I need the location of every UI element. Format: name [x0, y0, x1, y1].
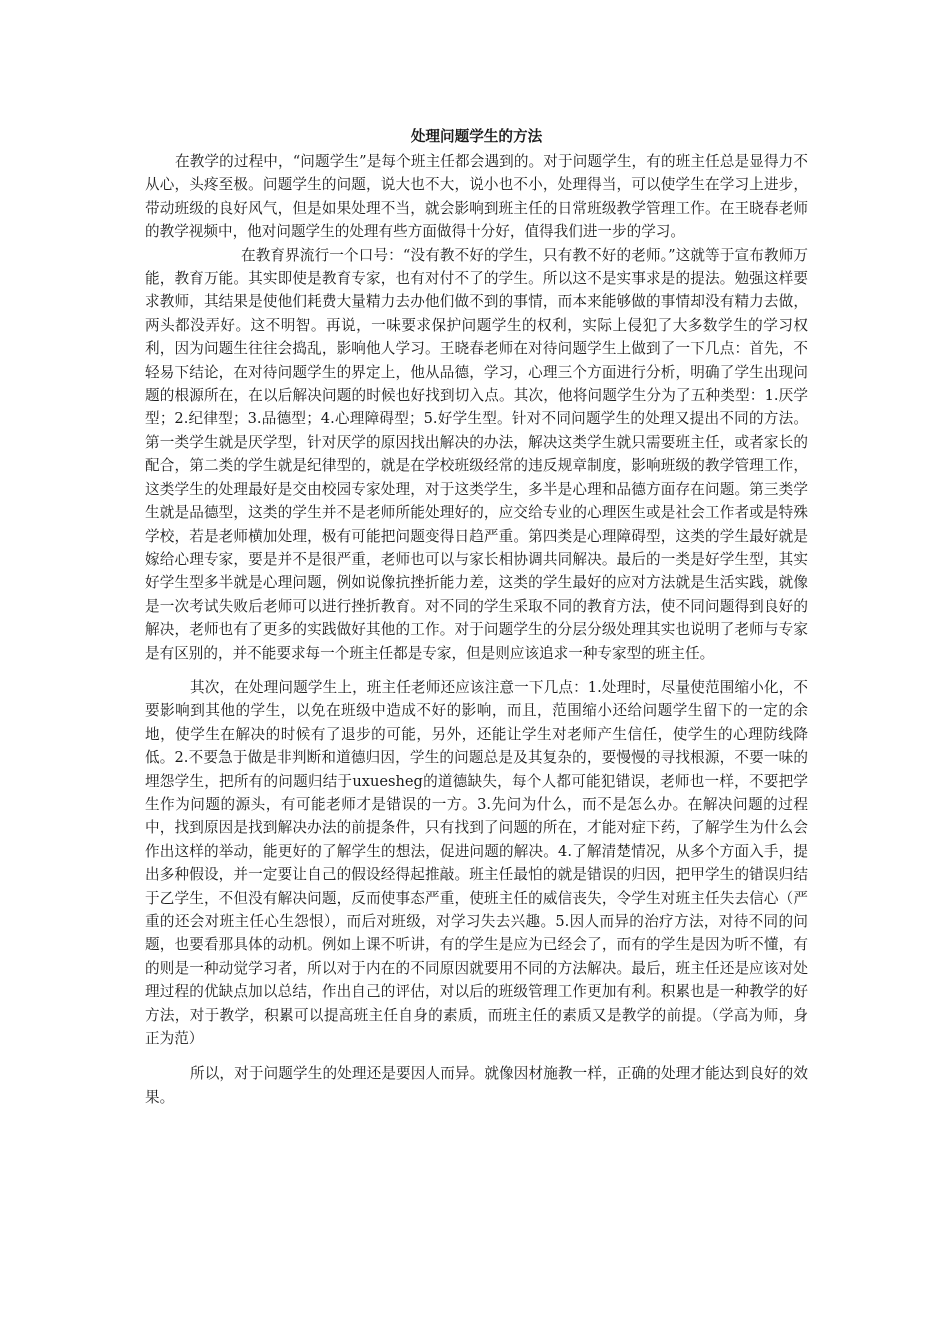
- document-title: 处理问题学生的方法: [410, 128, 543, 145]
- document-page: [145, 125, 808, 1109]
- paragraph-intro: 在教学的过程中，“问题学生”是每个班主任都会遇到的。对于问题学生，有的班主任总是显得力不从心，头疼至极。问题学生的问题，说大也不大，说小也不小，处理得当，可以使学生在学习上进步，带动班级的良好风气，但是如果处理不当，就会影响到班主任的日常班级教学管理工作。在王晓春老师的教学视频中，他对问题学生的处理有些方面做得十分好，值得我们进一步的学习。: [145, 153, 808, 241]
- paragraph-tips: 其次，在处理问题学生上，班主任老师还应该注意一下几点：1.处理时，尽量使范围缩小化，不要影响到其他的学生，以免在班级中造成不好的影响，而且，范围缩小还给问题学生留下的一定的余地，使学生在解决的时候有了退步的可能，另外，还能让学生对老师产生信任，使学生的心理防线降低。2.不要急于做是非判断和道德归因，学生的问题总是及其复杂的，要慢慢的寻找根源，不要一味的埋怨学生，把所有的问题归结于uxuesheg的道德缺失，每个人都可能犯错误，老师也一样，不要把学生作为问题的源头，有可能老师才是错误的一方。3.先问为什么，而不是怎么办。在解决问题的过程中，找到原因是找到解决办法的前提条件，只有找到了问题的所在，才能对症下药，了解学生为什么会作出这样的举动，能更好的了解学生的想法，促进问题的解决。4.了解清楚情况，从多个方面入手，提出多种假设，并一定要让自己的假设经得起推敲。班主任最怕的就是错误的归因，把甲学生的错误归结于乙学生，不但没有解决问题，反而使事态严重，使班主任的威信丧失，令学生对班主任失去信心（严重的还会对班主任心生怨恨），而后对班级，对学习失去兴趣。5.因人而异的治疗方法，对待不同的问题，也要看那具体的动机。例如上课不听讲，有的学生是应为已经会了，而有的学生是因为听不懂，有的则是一种动觉学习者，所以对于内在的不同原因就要用不同的方法解决。最后，班主任还是应该对处理过程的优缺点加以总结，作出自己的评估，对以后的班级管理工作更加有利。积累也是一种教学的好方法，对于教学，积累可以提高班主任自身的素质，而班主任的素质又是教学的前提。（学高为师，身正为范）: [145, 678, 808, 1048]
- paragraph-conclusion: 所以，对于问题学生的处理还是要因人而异。就像因材施教一样，正确的处理才能达到良好的效果。: [145, 1065, 808, 1106]
- paragraph-slogan: 在教育界流行一个口号：“没有教不好的学生，只有教不好的老师。”这就等于宣布教师万能，教育万能。其实即使是教育专家，也有对付不了的学生。所以这不是实事求是的提法。勉强这样要求教师，其结果是使他们耗费大量精力去办他们做不到的事情，而本来能够做的事情却没有精力去做，两头都没弄好。这不明智。再说，一味要求保护问题学生的权利，实际上侵犯了大多数学生的学习权利，因为问题生往往会捣乱，影响他人学习。王晓春老师在对待问题学生上做到了一下几点：首先，不轻易下结论，在对待问题学生的界定上，他从品德，学习，心理三个方面进行分析，明确了学生出现问题的根源所在，在以后解决问题的时候也好找到切入点。其次，他将问题学生分为了五种类型：1.厌学型；2.纪律型；3.品德型；4.心理障碍型；5.好学生型。针对不同问题学生的处理又提出不同的方法。第一类学生就是厌学型，针对厌学的原因找出解决的办法，解决这类学生就只需要班主任，或者家长的配合，第二类的学生就是纪律型的，就是在学校班级经常的违反规章制度，影响班级的教学管理工作，这类学生的处理最好是交由校园专家处理，对于这类学生，多半是心理和品德方面存在问题。第三类学生就是品德型，这类的学生并不是老师所能处理好的，应交给专业的心理医生或是社会工作者或是特殊学校，若是老师横加处理，极有可能把问题变得日趋严重。第四类是心理障碍型，这类的学生最好就是嫁给心理专家，要是并不是很严重，老师也可以与家长相协调共同解决。最后的一类是好学生型，其实好学生型多半就是心理问题，例如说像抗挫折能力差，这类的学生最好的应对方法就是生活实践，就像是一次考试失败后老师可以进行挫折教育。对不同的学生采取不同的教育方法，使不同问题得到良好的解决，老师也有了更多的实践做好其他的工作。对于问题学生的分层分级处理其实也说明了老师与专家是有区别的，并不能要求每一个班主任都是专家，但是则应该追求一种专家型的班主任。: [145, 246, 808, 662]
